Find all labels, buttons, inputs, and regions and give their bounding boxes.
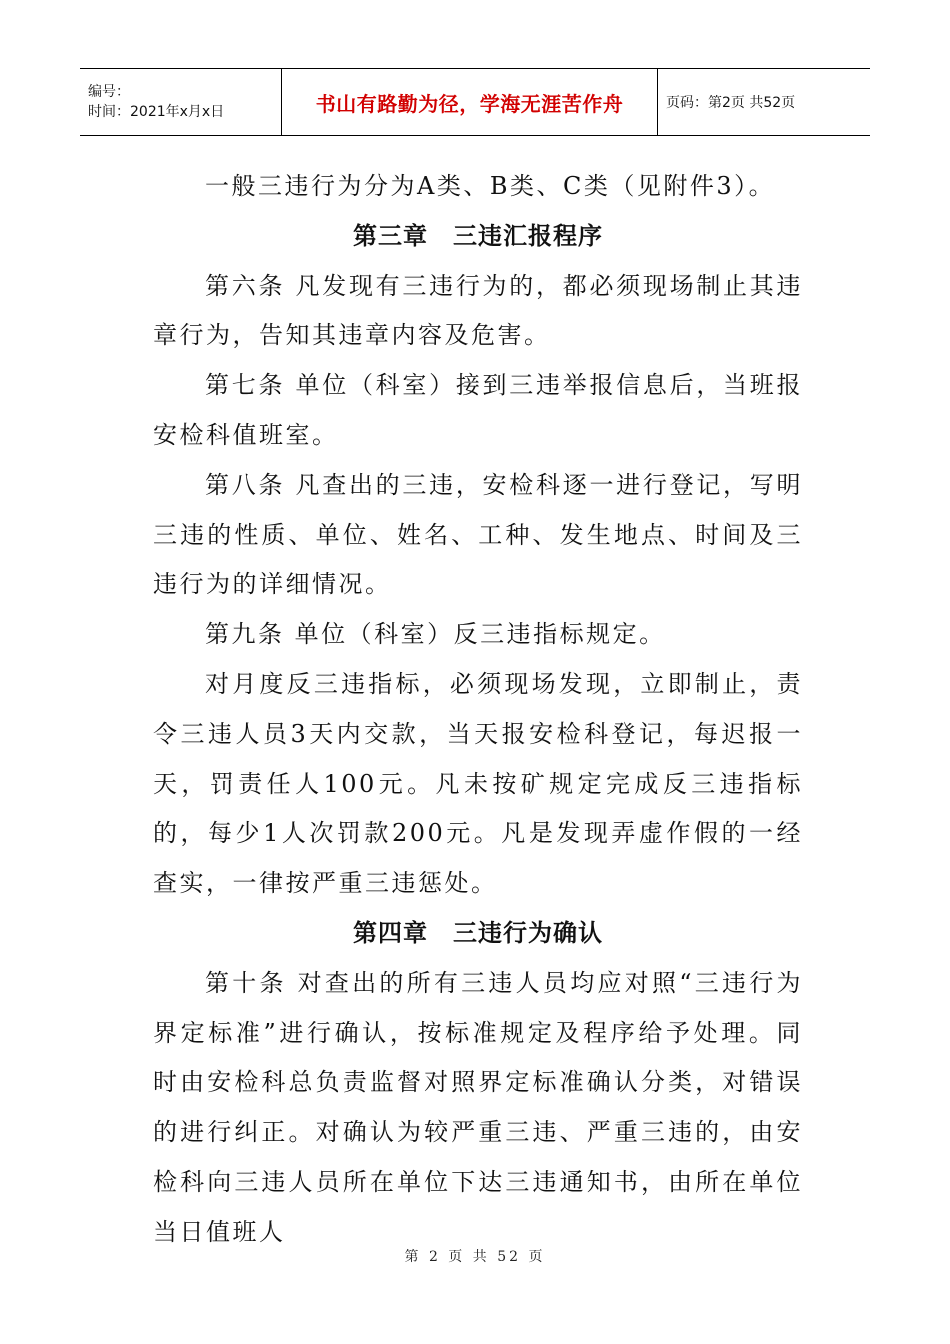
- paragraph: 一般三违行为分为A类、B类、C类（见附件3）。: [205, 172, 776, 200]
- header-page-info: 页码：第2页 共52页: [666, 95, 796, 111]
- paragraph: 第九条 单位（科室）反三违指标规定。: [205, 620, 666, 649]
- paragraph: 对月度反三违指标，必须现场发现，立即制止，责令三违人员3天内交款，当天报安检科登记，每迟报一天，罚责任人100元。凡未按矿规定完成反三违指标的，每少1人次罚款200元。凡是发现弄虚作假的一经查实，一律按严重三违惩处。: [153, 669, 803, 898]
- paragraph: 第七条 单位（科室）接到三违举报信息后，当班报安检科值班室。: [153, 371, 803, 449]
- header-meta: [80, 69, 282, 135]
- chapter-heading: 第三章 三违汇报程序: [353, 221, 603, 250]
- page-footer: 第 2 页 共 52 页: [404, 1249, 546, 1265]
- document-body: [153, 162, 803, 1258]
- paragraph: 第十条 对查出的所有三违人员均应对照“三违行为界定标准”进行确认，按标准规定及程序给予处理。同时由安检科总负责监督对照界定标准确认分类，对错误的进行纠正。对确认为较严重三违、严重三违的，由安检科向三违人员所在单位下达三违通知书，由所在单位当日值班人: [153, 968, 803, 1246]
- header-number-label: 编号：: [88, 84, 130, 100]
- header-time-label: 时间：2021年x月x日: [88, 104, 225, 120]
- document-header: [80, 68, 870, 136]
- header-slogan: 书山有路勤为径，学海无涯苦作舟: [282, 69, 658, 135]
- paragraph: 第八条 凡查出的三违，安检科逐一进行登记，写明三违的性质、单位、姓名、工种、发生地点、时间及三违行为的详细情况。: [153, 470, 803, 599]
- paragraph: 第六条 凡发现有三违行为的，都必须现场制止其违章行为，告知其违章内容及危害。: [153, 271, 803, 350]
- chapter-heading: 第四章 三违行为确认: [353, 918, 603, 947]
